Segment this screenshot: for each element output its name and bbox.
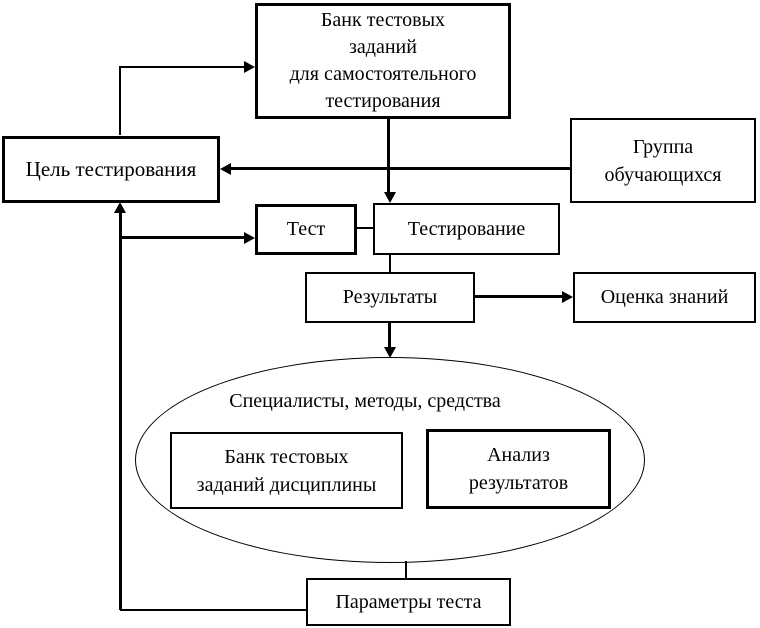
connector-feedback-to-test — [120, 236, 245, 239]
connector-results-to-ellipse — [388, 322, 391, 348]
node-goal-label: Цель тестирования — [25, 157, 197, 181]
node-group-line: обучающихся — [604, 163, 722, 186]
node-results — [305, 272, 475, 323]
connector-feedback-vertical — [119, 213, 122, 610]
node-bank-discipline — [170, 432, 403, 509]
arrowhead-into-bank-top — [244, 61, 255, 73]
arrowhead-into-test — [244, 232, 255, 244]
node-evaluation-label: Оценка знаний — [600, 286, 729, 308]
connector-results-to-evaluation — [475, 295, 563, 298]
node-evaluation — [573, 272, 756, 323]
connector-test-to-testing — [357, 227, 373, 229]
node-analysis-line: результатов — [468, 472, 569, 494]
connector-testing-to-results — [389, 255, 391, 272]
node-results-label: Результаты — [342, 286, 438, 308]
connector-params-feedback-horizontal — [120, 609, 306, 611]
node-bank-top-line: для самостоятельного — [289, 63, 477, 85]
node-bank-top-line: Банк тестовых — [320, 9, 446, 31]
node-analysis — [426, 429, 611, 509]
node-testing-label: Тестирование — [407, 217, 526, 240]
node-bank-discipline-line: заданий дисциплины — [196, 473, 377, 496]
node-test — [255, 204, 357, 255]
node-goal — [2, 136, 220, 203]
arrowhead-into-goal-bottom — [114, 202, 126, 213]
node-group-line: Группа — [632, 135, 694, 158]
node-group — [570, 118, 756, 203]
connector-bank-to-testing — [387, 119, 390, 193]
arrowhead-into-goal-right — [220, 163, 231, 175]
arrowhead-into-evaluation — [562, 291, 573, 303]
connector-goal-up-vertical — [119, 66, 121, 135]
node-params — [306, 578, 511, 626]
node-analysis-line: Анализ — [487, 444, 550, 466]
arrowhead-into-testing — [384, 192, 396, 203]
node-test-label: Тест — [286, 218, 326, 240]
connector-goal-to-bank — [119, 66, 246, 69]
node-testing — [373, 203, 560, 255]
node-bank-top — [255, 3, 511, 119]
specialists-label — [140, 388, 590, 414]
node-bank-discipline-line: Банк тестовых — [224, 445, 349, 468]
arrowhead-into-ellipse — [384, 347, 396, 358]
connector-group-to-goal — [230, 167, 570, 170]
node-bank-top-line: заданий — [349, 36, 417, 58]
node-bank-top-line: тестирования — [325, 90, 441, 112]
connector-ellipse-to-params — [405, 561, 407, 579]
node-params-label: Параметры теста — [335, 590, 482, 613]
specialists-label-text: Специалисты, методы, средства — [229, 390, 501, 412]
